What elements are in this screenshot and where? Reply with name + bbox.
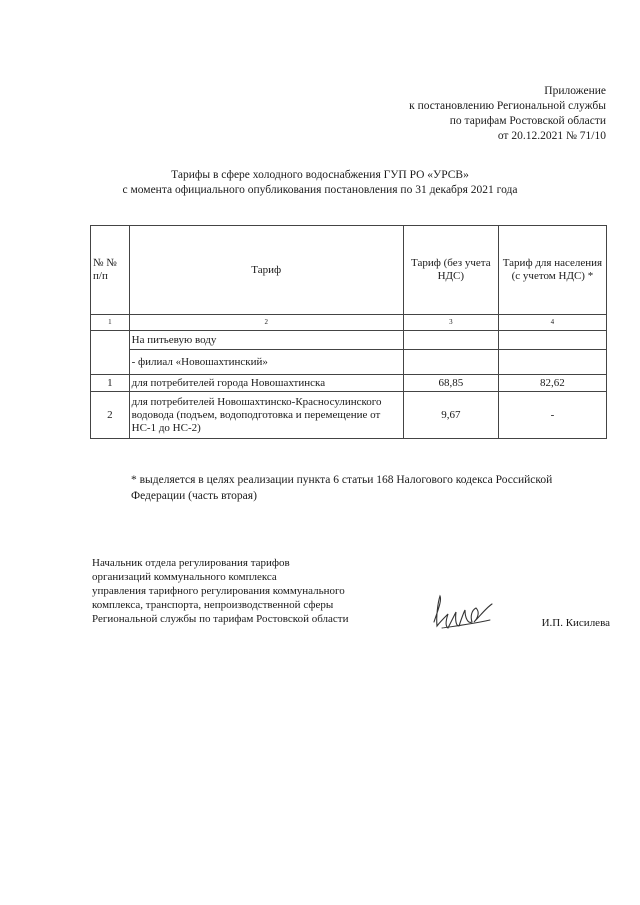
signatory-line: управления тарифного регулирования коммунального (92, 585, 345, 597)
table-row (91, 392, 607, 439)
row-no-vat: 9,67 (403, 392, 498, 439)
row-num: 1 (91, 375, 130, 392)
appendix-header (306, 84, 606, 144)
column-index: 4 (498, 315, 606, 331)
appendix-date-number: от 20.12.2021 № 71/10 (497, 130, 606, 142)
empty-cell (498, 331, 606, 350)
row-num: 2 (91, 392, 130, 439)
header-num: № № п/п (91, 226, 130, 315)
row-no-vat: 68,85 (403, 375, 498, 392)
row-name: для потребителей города Новошахтинска (129, 375, 403, 392)
tariff-table (90, 225, 607, 439)
row-with-vat: - (498, 392, 606, 439)
title-line: Тарифы в сфере холодного водоснабжения ГУП РО «УРСВ» (171, 169, 469, 181)
column-index: 2 (129, 315, 403, 331)
branch-row (91, 350, 607, 375)
empty-cell (403, 331, 498, 350)
header-no-vat: Тариф (без учета НДС) (403, 226, 498, 315)
row-with-vat: 82,62 (498, 375, 606, 392)
empty-cell (498, 350, 606, 375)
title-line: с момента официального опубликования постановления по 31 декабря 2021 года (122, 184, 518, 196)
column-index-row (91, 315, 607, 331)
document-title (0, 168, 640, 198)
branch-label: - филиал «Новошахтинский» (129, 350, 403, 375)
table-row (91, 375, 607, 392)
appendix-line: Приложение (544, 85, 606, 97)
section-label: На питьевую воду (129, 331, 403, 350)
table-header-row (91, 226, 607, 315)
header-with-vat: Тариф для населения (с учетом НДС) * (498, 226, 606, 315)
signatory-position (92, 556, 412, 626)
section-row (91, 331, 607, 350)
empty-cell (91, 331, 130, 375)
row-name: для потребителей Новошахтинско-Красносулинского водовода (подъем, водоподготовка и перемещение от НС-1 до НС-2) (129, 392, 403, 439)
handwritten-signature-icon (428, 592, 496, 636)
appendix-line: по тарифам Ростовской области (449, 115, 606, 127)
signatory-line: Начальник отдела регулирования тарифов (92, 557, 290, 569)
signatory-line: Региональной службы по тарифам Ростовской области (92, 613, 349, 625)
signer-name: И.П. Кисилева (541, 617, 610, 629)
signatory-line: комплекса, транспорта, непроизводственной сферы (92, 599, 334, 611)
vat-footnote: * выделяется в целях реализации пункта 6 статьи 168 Налогового кодекса Российской Федерации (часть вторая) (131, 474, 553, 502)
column-index: 1 (91, 315, 130, 331)
empty-cell (403, 350, 498, 375)
column-index: 3 (403, 315, 498, 331)
appendix-line: к постановлению Региональной службы (409, 100, 606, 112)
signatory-line: организаций коммунального комплекса (92, 571, 277, 583)
header-tariff: Тариф (129, 226, 403, 315)
